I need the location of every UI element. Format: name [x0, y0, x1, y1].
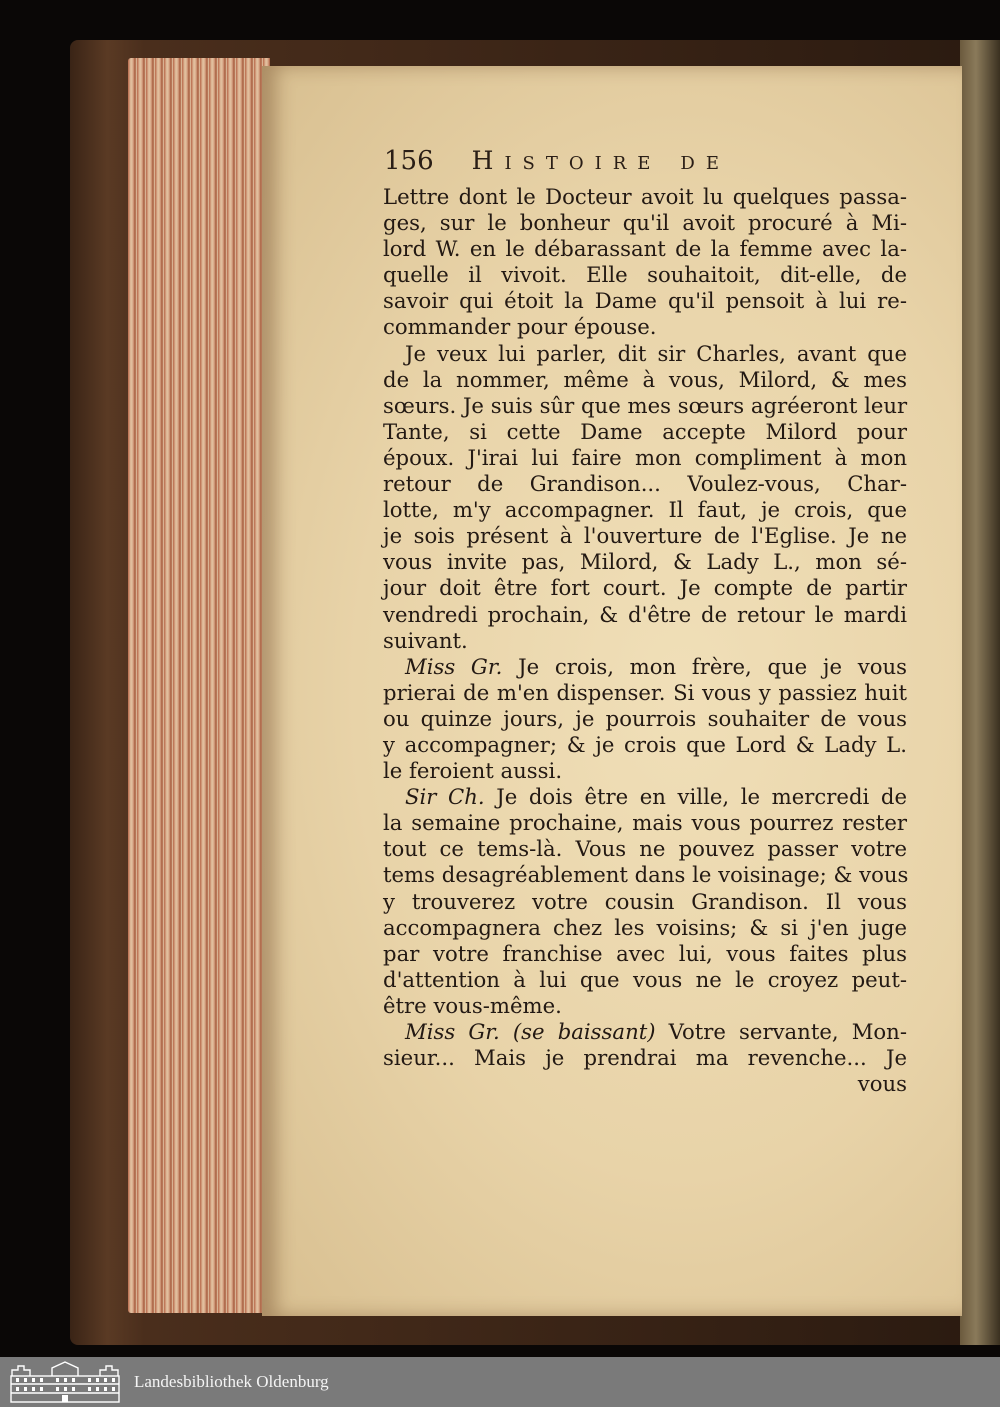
text-line [383, 732, 907, 758]
text-line [383, 288, 907, 314]
text-line [383, 419, 907, 445]
line-text: vous invite pas, Milord, & Lady L., mon sé- [383, 549, 907, 575]
library-footer [0, 1357, 1000, 1407]
line-text: jour doit être fort court. Je compte de partir [383, 575, 907, 601]
line-text: accompagnera chez les voisins; & si j'en juge [383, 914, 907, 940]
line-text: la semaine prochaine, mais vous pourrez rester [383, 810, 907, 836]
page-edges [128, 58, 270, 1313]
line-text: de la nommer, même à vous, Milord, & mes [383, 366, 907, 392]
text-line [383, 236, 907, 262]
text-line [383, 393, 907, 419]
text-line [383, 184, 907, 210]
line-text: Lettre dont le Docteur avoit lu quelques passa- [383, 184, 907, 209]
line-text: quelle il vivoit. Elle souhaitoit, dit-elle, de [383, 262, 907, 288]
text-line [383, 628, 907, 654]
line-text: vous [857, 1071, 907, 1097]
line-text: être vous-même. [383, 992, 562, 1018]
text-line [383, 523, 907, 549]
text-line [383, 758, 907, 784]
text-line [383, 810, 907, 836]
line-text: d'attention à lui que vous ne le croyez peut- [383, 966, 907, 992]
text-line [383, 915, 907, 941]
text-line [383, 967, 907, 993]
line-text: ou quinze jours, je pourrois souhaiter de vous [383, 705, 907, 731]
line-text: lord W. en le débarassant de la femme avec la- [383, 236, 907, 262]
line-text: je sois présent à l'ouverture de l'Eglise. Je ne [383, 523, 907, 549]
text-line [383, 367, 907, 393]
line-text: tout ce tems-là. Vous ne pouvez passer votre [383, 836, 907, 862]
library-name: Landesbibliothek Oldenburg [134, 1372, 329, 1391]
line-text: y accompagner; & je crois que Lord & Lady L. [383, 731, 907, 757]
text-line [383, 341, 907, 367]
text-line [383, 602, 907, 628]
line-text: Je crois, mon frère, que je vous [518, 653, 907, 679]
line-text: commander pour épouse. [383, 314, 657, 340]
speaker-label: Miss Gr. (se baissant) [405, 1019, 656, 1044]
line-text: y trouverez votre cousin Grandison. Il vous [383, 888, 907, 914]
text-line [383, 262, 907, 288]
line-text: Je dois être en ville, le mercredi de [496, 784, 907, 810]
line-text: prierai de m'en dispenser. Si vous y passiez huit [383, 679, 907, 705]
page-header [384, 146, 824, 176]
text-line [383, 497, 907, 523]
text-line [383, 1045, 907, 1071]
line-text: vendredi prochain, & d'être de retour le mardi [383, 601, 907, 627]
page-number: 156 [384, 146, 434, 176]
text-line [383, 575, 907, 601]
text-line [383, 549, 907, 575]
line-text: sœurs. Je suis sûr que mes sœurs agréeront leur [383, 392, 908, 418]
line-text: Tante, si cette Dame accepte Milord pour [383, 418, 907, 444]
text-line [383, 471, 907, 497]
text-line [383, 314, 907, 340]
text-line [383, 210, 907, 236]
line-text: époux. J'irai lui faire mon compliment à mon [383, 444, 907, 470]
line-text: suivant. [383, 627, 468, 653]
text-line [383, 706, 907, 732]
line-text: ges, sur le bonheur qu'il avoit procuré à Mi- [383, 210, 907, 236]
speaker-label: Miss Gr. [405, 653, 503, 679]
text-line [383, 654, 907, 680]
line-text: tems desagréablement dans le voisinage; & vous [383, 862, 909, 888]
text-line [383, 862, 907, 888]
text-line [383, 680, 907, 706]
line-text: retour de Grandison... Voulez-vous, Char- [383, 471, 907, 497]
text-line [383, 1071, 907, 1097]
line-text: Votre servante, Mon- [668, 1019, 907, 1044]
line-text: par votre franchise avec lui, vous faites plus [383, 940, 907, 966]
text-line [383, 1019, 907, 1045]
library-building-icon [8, 1360, 122, 1404]
line-text: savoir qui étoit la Dame qu'il pensoit à lui re- [383, 288, 907, 314]
line-text: lotte, m'y accompagner. Il faut, je crois, que [383, 497, 907, 523]
text-line [383, 836, 907, 862]
body-text [383, 184, 907, 1097]
running-title: Histoire de [471, 146, 730, 175]
text-line [383, 445, 907, 471]
text-line [383, 784, 907, 810]
line-text: le feroient aussi. [383, 758, 563, 784]
speaker-label: Sir Ch. [405, 784, 485, 810]
text-line [383, 941, 907, 967]
line-text: sieur... Mais je prendrai ma revenche... Je [383, 1045, 907, 1071]
facing-page-edge [960, 40, 1000, 1345]
text-line [383, 993, 907, 1019]
line-text: Je veux lui parler, dit sir Charles, avant que [405, 340, 907, 366]
text-line [383, 889, 907, 915]
